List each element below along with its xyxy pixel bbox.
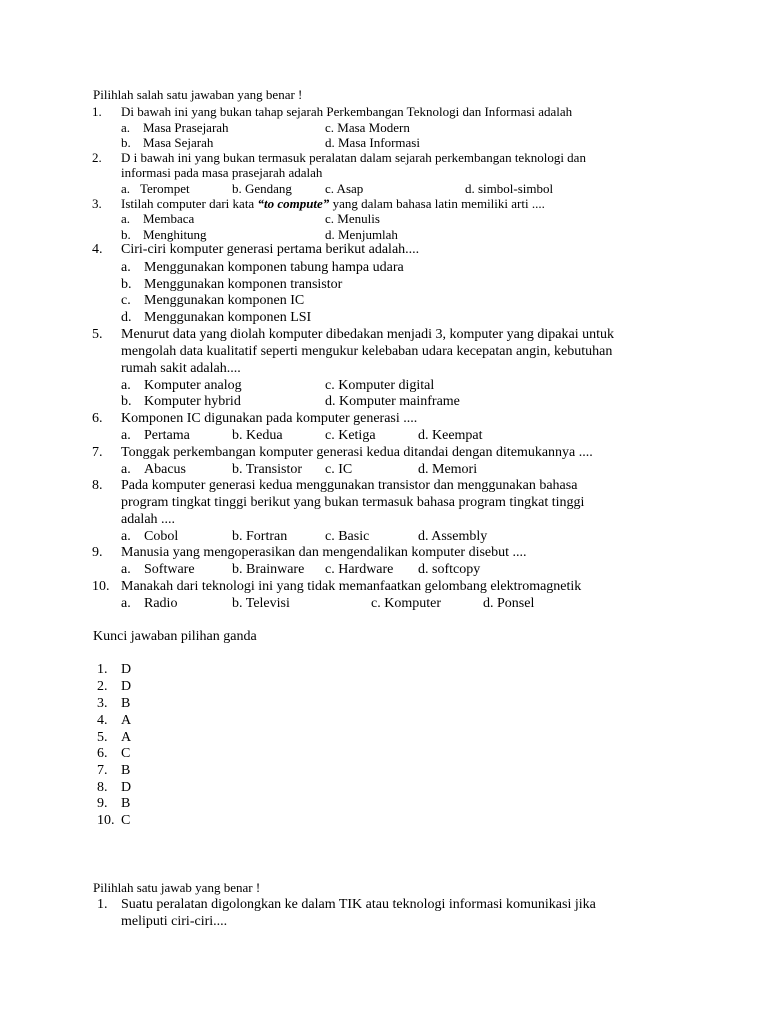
- answer-letter: A: [121, 730, 132, 745]
- question-text: adalah ....: [121, 512, 176, 527]
- option-text: b. Televisi: [232, 596, 290, 611]
- option-letter: a.: [121, 428, 131, 443]
- option-text: d. Menjumlah: [325, 227, 398, 242]
- option-text: d. Komputer mainframe: [325, 394, 460, 409]
- option-text: Masa Sejarah: [143, 135, 214, 150]
- option-text: Terompet: [140, 181, 190, 196]
- question-text: D i bawah ini yang bukan termasuk peralatan dalam sejarah perkembangan teknologi dan: [121, 150, 586, 165]
- option-text: Menggunakan komponen tabung hampa udara: [144, 260, 404, 275]
- answer-letter: D: [121, 780, 132, 795]
- answer-key-title: Kunci jawaban pilihan ganda: [93, 629, 257, 644]
- option-letter: a.: [121, 120, 131, 135]
- option-letter: a.: [121, 529, 131, 544]
- option-text: d. simbol-simbol: [465, 181, 554, 196]
- question-number: 10.: [92, 579, 110, 594]
- option-text: Masa Prasejarah: [143, 120, 229, 135]
- option-letter: a.: [121, 462, 131, 477]
- answer-number: 8.: [97, 780, 108, 795]
- question-number: 5.: [92, 327, 103, 342]
- option-text: c. Basic: [325, 529, 370, 544]
- question-number: 4.: [92, 242, 103, 257]
- question-text-part: Istilah computer dari kata: [121, 196, 258, 211]
- option-text: c. Menulis: [325, 211, 380, 226]
- option-text: d. Assembly: [418, 529, 488, 544]
- question-text: Manakah dari teknologi ini yang tidak memanfaatkan gelombang elektromagnetik: [121, 579, 582, 594]
- option-letter: a.: [121, 260, 131, 275]
- answer-number: 5.: [97, 730, 108, 745]
- option-text: b. Fortran: [232, 529, 288, 544]
- question-text: informasi pada masa prasejarah adalah: [121, 165, 323, 180]
- instruction-heading: Pilihlah salah satu jawaban yang benar !: [93, 87, 303, 102]
- option-text: Pertama: [144, 428, 190, 443]
- option-letter: b.: [121, 394, 132, 409]
- question-number: 9.: [92, 545, 103, 560]
- option-text: b. Brainware: [232, 562, 305, 577]
- answer-number: 10.: [97, 813, 115, 828]
- question-number: 1.: [97, 897, 108, 912]
- option-text: Abacus: [144, 462, 186, 477]
- option-text: Menggunakan komponen LSI: [144, 310, 312, 325]
- answer-number: 4.: [97, 713, 108, 728]
- question-number: 7.: [92, 445, 103, 460]
- option-text: d. softcopy: [418, 562, 481, 577]
- option-text: c. Asap: [325, 181, 364, 196]
- option-text: b. Gendang: [232, 181, 292, 196]
- option-text: d. Memori: [418, 462, 478, 477]
- answer-letter: B: [121, 796, 131, 811]
- question-text: Ciri-ciri komputer generasi pertama berikut adalah....: [121, 242, 420, 257]
- answer-number: 2.: [97, 679, 108, 694]
- option-text: c. IC: [325, 462, 353, 477]
- question-text: Komponen IC digunakan pada komputer generasi ....: [121, 411, 418, 426]
- answer-letter: B: [121, 696, 131, 711]
- answer-number: 7.: [97, 763, 108, 778]
- answer-number: 9.: [97, 796, 108, 811]
- option-letter: c.: [121, 293, 131, 308]
- option-letter: b.: [121, 135, 131, 150]
- option-letter: a.: [121, 211, 131, 226]
- answer-letter: D: [121, 662, 132, 677]
- option-text: Menggunakan komponen transistor: [144, 277, 343, 292]
- question-number: 6.: [92, 411, 103, 426]
- question-text: Pada komputer generasi kedua menggunakan transistor dan menggunakan bahasa: [121, 478, 578, 493]
- option-letter: b.: [121, 277, 132, 292]
- answer-number: 1.: [97, 662, 108, 677]
- question-text: program tingkat tinggi berikut yang bukan termasuk bahasa program tingkat tinggi: [121, 495, 585, 510]
- question-number: 8.: [92, 478, 103, 493]
- answer-number: 3.: [97, 696, 108, 711]
- question-number: 2.: [92, 150, 102, 165]
- option-letter: d.: [121, 310, 132, 325]
- option-text: d. Masa Informasi: [325, 135, 420, 150]
- option-text: Komputer hybrid: [144, 394, 241, 409]
- question-number: 3.: [92, 196, 102, 211]
- option-letter: a.: [121, 378, 131, 393]
- option-letter: b.: [121, 227, 131, 242]
- question-text-part: yang dalam bahasa latin memiliki arti ....: [329, 196, 545, 211]
- question-text: Suatu peralatan digolongkan ke dalam TIK atau teknologi informasi komunikasi jika: [121, 897, 596, 912]
- option-text: Software: [144, 562, 195, 577]
- option-text: c. Komputer digital: [325, 378, 435, 393]
- option-text: d. Ponsel: [483, 596, 535, 611]
- option-text: c. Ketiga: [325, 428, 376, 443]
- instruction-heading-2: Pilihlah satu jawab yang benar !: [93, 880, 261, 895]
- option-text: b. Transistor: [232, 462, 303, 477]
- option-text: Cobol: [144, 529, 179, 544]
- option-letter: a.: [121, 562, 131, 577]
- question-text: Manusia yang mengoperasikan dan mengendalikan komputer disebut ....: [121, 545, 527, 560]
- question-text: Tonggak perkembangan komputer generasi kedua ditandai dengan ditemukannya ....: [121, 445, 593, 460]
- option-text: Komputer analog: [144, 378, 242, 393]
- option-text: c. Hardware: [325, 562, 394, 577]
- option-text: c. Masa Modern: [325, 120, 410, 135]
- option-text: Menghitung: [143, 227, 207, 242]
- question-text: mengolah data kualitatif seperti mengukur kelebaban udara kecepatan angin, kebutuhan: [121, 344, 613, 359]
- question-text: meliputi ciri-ciri....: [121, 914, 228, 929]
- answer-number: 6.: [97, 746, 108, 761]
- option-text: Menggunakan komponen IC: [144, 293, 305, 308]
- answer-letter: A: [121, 713, 132, 728]
- option-text: c. Komputer: [371, 596, 441, 611]
- option-text: Radio: [144, 596, 178, 611]
- question-text: [121, 196, 545, 212]
- emphasized-term: “to compute”: [257, 196, 330, 211]
- option-text: b. Kedua: [232, 428, 283, 443]
- option-text: Membaca: [143, 211, 195, 226]
- answer-letter: D: [121, 679, 132, 694]
- answer-letter: C: [121, 813, 131, 828]
- question-text: Menurut data yang diolah komputer dibedakan menjadi 3, komputer yang dipakai untuk: [121, 327, 614, 342]
- answer-letter: B: [121, 763, 131, 778]
- question-text: Di bawah ini yang bukan tahap sejarah Perkembangan Teknologi dan Informasi adalah: [121, 104, 573, 119]
- question-number: 1.: [92, 104, 102, 119]
- option-text: d. Keempat: [418, 428, 483, 443]
- option-letter: a.: [121, 596, 131, 611]
- option-letter: a.: [121, 181, 131, 196]
- question-text: rumah sakit adalah....: [121, 361, 241, 376]
- answer-letter: C: [121, 746, 131, 761]
